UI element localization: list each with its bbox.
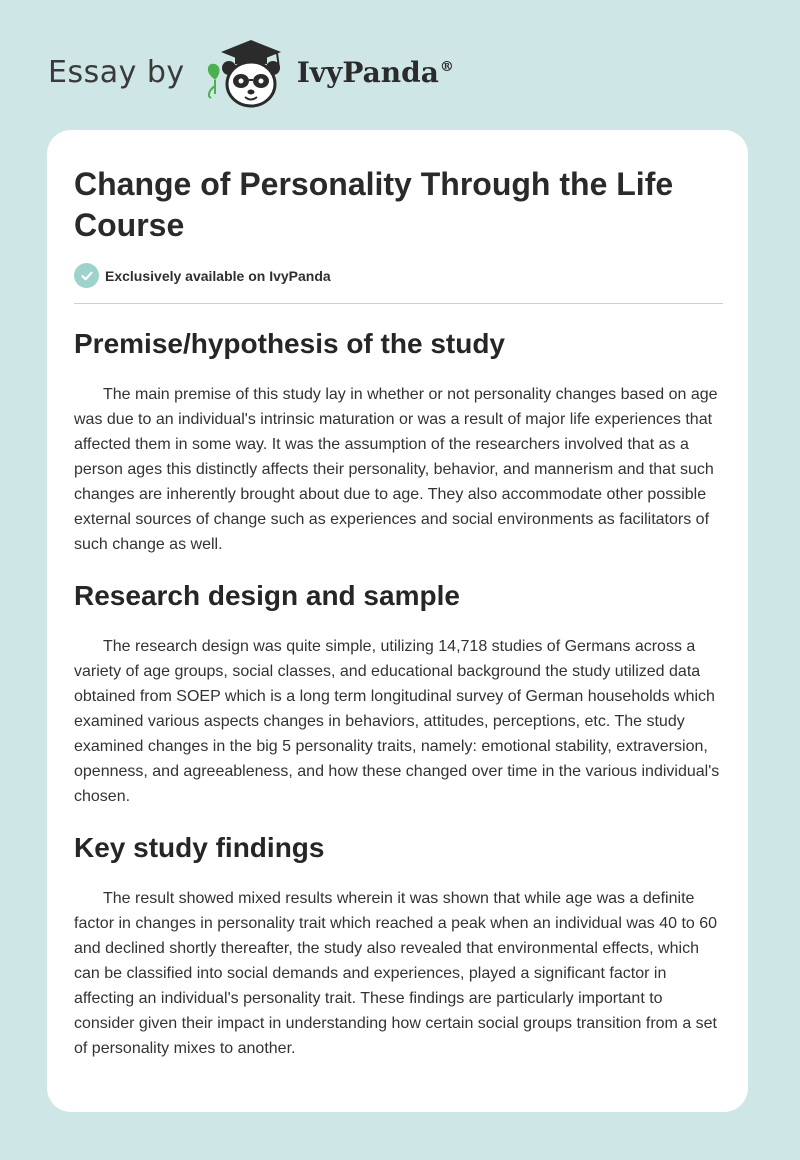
checkmark-icon: [74, 263, 99, 288]
essay-by-label: Essay by: [48, 54, 185, 90]
divider: [74, 303, 723, 304]
section-paragraph: The research design was quite simple, utilizing 14,718 studies of Germans across a variety of age groups, social classes, and educational background the study utilized data obtained from SOEP which is a long term longitudinal survey of German households which examined various aspects changes in behaviors, attitudes, perceptions, etc. The study examined changes in the big 5 personality traits, namely: emotional stability, extraversion, openness, and agreeableness, and how these changed over time in the various individual's chosen.: [74, 638, 720, 805]
registered-mark: ®: [439, 59, 454, 76]
section-paragraph: The result showed mixed results wherein it was shown that while age was a definite factor in changes in personality trait which reached a peak when an individual was 40 to 60 and declined shortly thereafter, the study also revealed that environmental effects, which can be classified into social demands and experiences, played a significant factor in affecting an individual's personality trait. These findings are particularly important to consider given their impact in understanding how certain social groups transition from a set of personality mixes to another.: [74, 890, 718, 1057]
section-heading: Premise/hypothesis of the study: [74, 328, 505, 359]
section-premise: [74, 327, 723, 557]
exclusive-badge: [74, 263, 331, 288]
section-research-design: [74, 579, 723, 809]
brand-name[interactable]: IvyPanda®: [296, 55, 454, 89]
section-heading: Key study findings: [74, 832, 325, 863]
page-title: Change of Personality Through the Life Course: [74, 166, 674, 243]
section-key-findings: [74, 831, 723, 1061]
panda-logo-icon: [201, 34, 293, 110]
badge-label: Exclusively available on IvyPanda: [105, 267, 331, 284]
site-header: [48, 34, 454, 110]
section-heading: Research design and sample: [74, 580, 460, 611]
essay-card: [47, 130, 748, 1112]
section-paragraph: The main premise of this study lay in whether or not personality changes based on age was due to an individual's intrinsic maturation or was a result of major life experiences that affected them in some way. It was the assumption of the researchers involved that as a person ages this distinctly affects their personality, behavior, and mannerism and that such changes are inherently brought about due to age. They also accommodate other possible external sources of change such as experiences and social environments as facilitators of such change as well.: [74, 386, 718, 553]
